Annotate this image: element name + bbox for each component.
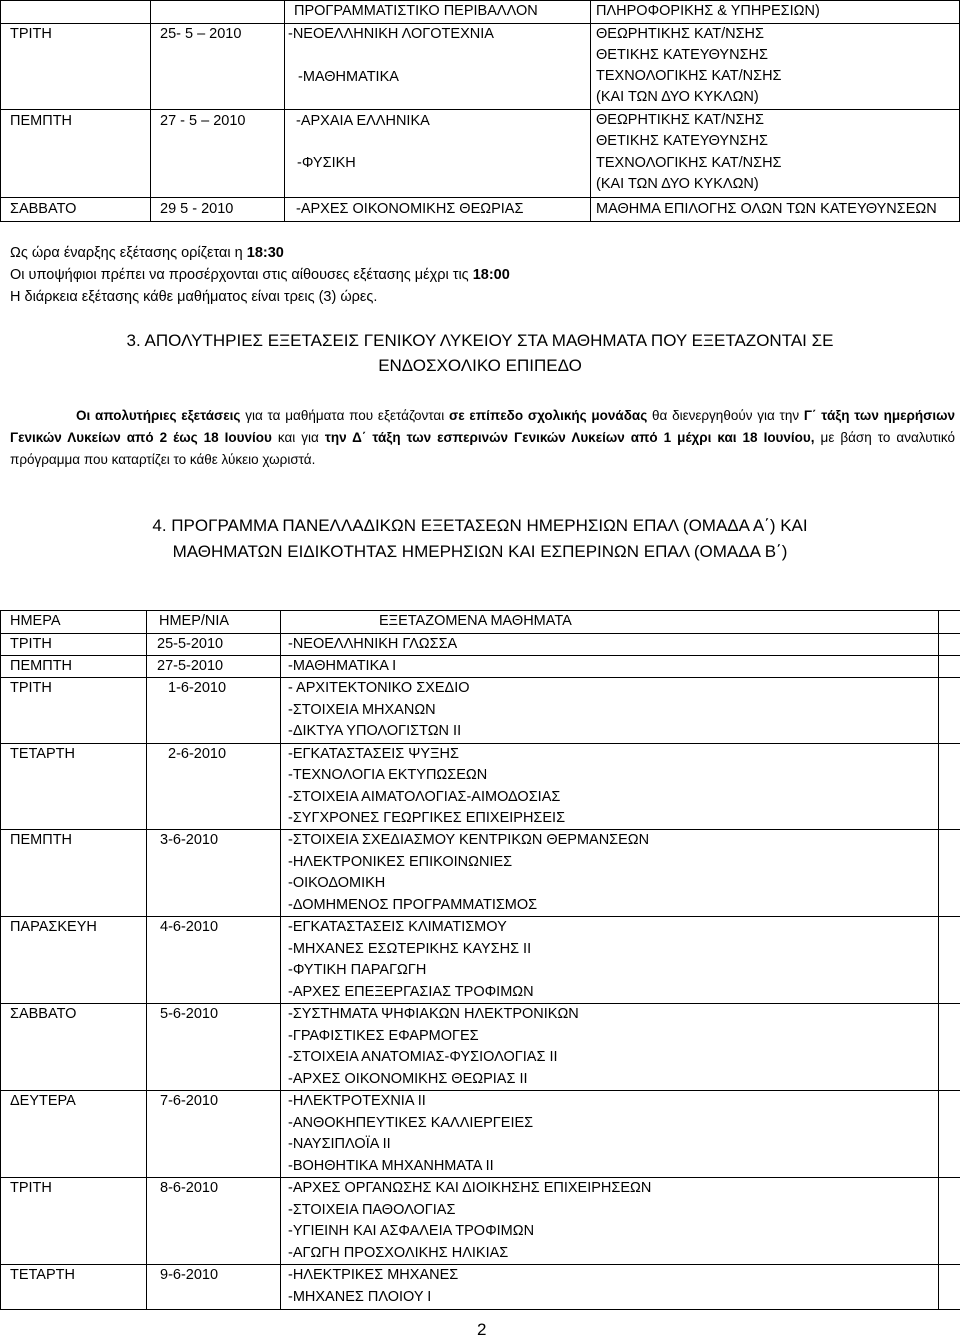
section-4-heading-cont: ΜΑΘΗΜΑΤΩΝ ΕΙΔΙΚΟΤΗΤΑΣ ΗΜΕΡΗΣΙΩΝ ΚΑΙ ΕΣΠΕΡΙΝΩΝ ΕΠΑΛ (ΟΜΑΔΑ Β΄) xyxy=(172,542,788,561)
direction-cell: ΤΕΧΝΟΛΟΓΙΚΗΣ ΚΑΤ/ΝΣΗΣ xyxy=(596,68,782,84)
table-rule xyxy=(0,677,960,678)
subject-cell: -ΜΑΘΗΜΑΤΙΚΑ Ι xyxy=(288,658,397,674)
subject-cell: -ΦΥΣΙΚΗ xyxy=(297,155,356,171)
day-cell: ΤΕΤΑΡΤΗ xyxy=(10,1267,75,1283)
direction-cell: ΘΕΩΡΗΤΙΚΗΣ ΚΑΤ/ΝΣΗΣ xyxy=(596,26,764,42)
date-cell: 3-6-2010 xyxy=(160,832,219,848)
table-rule xyxy=(0,633,960,634)
duration-note: Η διάρκεια εξέτασης κάθε μαθήματος είναι τρεις (3) ώρες. xyxy=(10,289,378,305)
date-cell: 5-6-2010 xyxy=(160,1006,219,1022)
subject-cell: -ΜΗΧΑΝΕΣ ΕΣΩΤΕΡΙΚΗΣ ΚΑΥΣΗΣ ΙΙ xyxy=(288,941,532,957)
table-rule xyxy=(938,610,939,1310)
subject-cell: -ΣΤΟΙΧΕΙΑ ΠΑΘΟΛΟΓΙΑΣ xyxy=(288,1202,456,1218)
date-cell: 1-6-2010 xyxy=(168,680,227,696)
direction-cell: ΘΕΩΡΗΤΙΚΗΣ ΚΑΤ/ΝΣΗΣ xyxy=(596,112,764,128)
table-rule xyxy=(0,610,1,1310)
subject-cell: -ΑΡΧΕΣ ΟΡΓΑΝΩΣΗΣ ΚΑΙ ΔΙΟΙΚΗΣΗΣ ΕΠΙΧΕΙΡΗΣΕΩΝ xyxy=(288,1180,652,1196)
date-cell: 2-6-2010 xyxy=(168,746,227,762)
date-cell: 27-5-2010 xyxy=(157,658,224,674)
header-date: ΗΜΕΡ/ΝΙΑ xyxy=(159,613,230,629)
subject-cell: -ΥΓΙΕΙΝΗ ΚΑΙ ΑΣΦΑΛΕΙΑ ΤΡΟΦΙΜΩΝ xyxy=(288,1223,535,1239)
subject-cell: -ΒΟΗΘΗΤΙΚΑ ΜΗΧΑΝΗΜΑΤΑ ΙΙ xyxy=(288,1158,494,1174)
table-rule xyxy=(0,655,960,656)
day-cell: ΠΕΜΠΤΗ xyxy=(10,832,73,848)
date-cell: 7-6-2010 xyxy=(160,1093,219,1109)
section-3-heading: 3. ΑΠΟΛΥΤΗΡΙΕΣ ΕΞΕΤΑΣΕΙΣ ΓΕΝΙΚΟΥ ΛΥΚΕΙΟΥ ΣΤΑ ΜΑΘΗΜΑΤΑ ΠΟΥ ΕΞΕΤΑΖΟΝΤΑΙ ΣΕ xyxy=(126,331,834,350)
subject-cell: -ΗΛΕΚΤΡΟΝΙΚΕΣ ΕΠΙΚΟΙΝΩΝΙΕΣ xyxy=(288,854,513,870)
para-text: για τα μαθήματα που εξετάζονται xyxy=(240,408,449,423)
direction-cell: ΘΕΤΙΚΗΣ ΚΑΤΕΥΘΥΝΣΗΣ xyxy=(596,133,768,149)
day-cell: ΤΡΙΤΗ xyxy=(10,26,52,42)
para-text: με βάση το αναλυτικό πρόγραμμα που καταρτίζει το κάθε λύκειο χωριστά. xyxy=(10,430,955,467)
subject-cell: -ΦΥΤΙΚΗ ΠΑΡΑΓΩΓΗ xyxy=(288,962,427,978)
subject-cell: -ΤΕΧΝΟΛΟΓΙΑ ΕΚΤΥΠΩΣΕΩΝ xyxy=(288,767,488,783)
header-subjects: ΕΞΕΤΑΖΟΜΕΝΑ ΜΑΘΗΜΑΤΑ xyxy=(379,613,572,629)
arrival-time: 18:00 xyxy=(472,267,510,283)
page-number: 2 xyxy=(477,1320,487,1339)
day-cell: ΠΕΜΠΤΗ xyxy=(10,113,73,129)
day-cell: ΤΡΙΤΗ xyxy=(10,680,52,696)
subject-cell: -ΑΡΧΕΣ ΟΙΚΟΝΟΜΙΚΗΣ ΘΕΩΡΙΑΣ ΙΙ xyxy=(288,1071,528,1087)
subject-cell: -ΣΤΟΙΧΕΙΑ ΣΧΕΔΙΑΣΜΟΥ ΚΕΝΤΡΙΚΩΝ ΘΕΡΜΑΝΣΕΩΝ xyxy=(288,832,650,848)
direction-cell: (ΚΑΙ ΤΩΝ ΔΥΟ ΚΥΚΛΩΝ) xyxy=(596,176,759,192)
table-rule xyxy=(146,610,147,1310)
day-cell: ΔΕΥΤΕΡΑ xyxy=(10,1093,76,1109)
subject-cell: -ΗΛΕΚΤΡΟΤΕΧΝΙΑ ΙΙ xyxy=(288,1093,426,1109)
subject-cell: -ΔΙΚΤΥΑ ΥΠΟΛΟΓΙΣΤΩΝ ΙΙ xyxy=(288,723,462,739)
day-cell: ΠΑΡΑΣΚΕΥΗ xyxy=(10,919,97,935)
note-text: Οι υποψήφιοι πρέπει να προσέρχονται στις αίθουσες εξέτασης μέχρι τις xyxy=(10,267,469,283)
date-cell: 8-6-2010 xyxy=(160,1180,219,1196)
subject-cell: -ΝΕΟΕΛΛΗΝΙΚΗ ΛΟΓΟΤΕΧΝΙΑ xyxy=(288,26,494,42)
table-rule xyxy=(280,610,281,1310)
subject-cell: -ΔΟΜΗΜΕΝΟΣ ΠΡΟΓΡΑΜΜΑΤΙΣΜΟΣ xyxy=(288,897,538,913)
date-cell: 25-5-2010 xyxy=(157,636,224,652)
day-cell: ΤΡΙΤΗ xyxy=(10,636,52,652)
day-cell: ΤΕΤΑΡΤΗ xyxy=(10,746,75,762)
direction-cell: ΜΑΘΗΜΑ ΕΠΙΛΟΓΗΣ ΟΛΩΝ ΤΩΝ ΚΑΤΕΥΘΥΝΣΕΩΝ xyxy=(596,201,937,217)
subject-cell: - ΑΡΧΙΤΕΚΤΟΝΙΚΟ ΣΧΕΔΙΟ xyxy=(288,680,470,696)
subject-cell: -ΕΓΚΑΤΑΣΤΑΣΕΙΣ ΚΛΙΜΑΤΙΣΜΟΥ xyxy=(288,919,507,935)
direction-cell: ΘΕΤΙΚΗΣ ΚΑΤΕΥΘΥΝΣΗΣ xyxy=(596,47,768,63)
table-rule xyxy=(0,1309,960,1310)
subject-cell: -ΑΡΧΑΙΑ ΕΛΛΗΝΙΚΑ xyxy=(296,113,430,129)
subject-cell: -ΕΓΚΑΤΑΣΤΑΣΕΙΣ ΨΥΞΗΣ xyxy=(288,746,459,762)
day-cell: ΠΕΜΠΤΗ xyxy=(10,658,73,674)
subject-cell: -ΣΤΟΙΧΕΙΑ ΜΗΧΑΝΩΝ xyxy=(288,702,436,718)
subject-cell: -ΣΤΟΙΧΕΙΑ ΑΙΜΑΤΟΛΟΓΙΑΣ-ΑΙΜΟΔΟΣΙΑΣ xyxy=(288,789,561,805)
start-time: 18:30 xyxy=(246,245,284,261)
section-4-heading: 4. ΠΡΟΓΡΑΜΜΑ ΠΑΝΕΛΛΑΔΙΚΩΝ ΕΞΕΤΑΣΕΩΝ ΗΜΕΡΗΣΙΩΝ ΕΠΑΛ (ΟΜΑΔΑ Α΄) ΚΑΙ xyxy=(152,516,808,535)
note-text: Ως ώρα έναρξης εξέτασης ορίζεται η xyxy=(10,245,243,261)
para-bold: Οι απολυτήριες εξετάσεις xyxy=(76,408,241,423)
subject-cell: -ΜΑΘΗΜΑΤΙΚΑ xyxy=(298,69,399,85)
subject-cell: -ΝΕΟΕΛΛΗΝΙΚΗ ΓΛΩΣΣΑ xyxy=(288,636,458,652)
subject-cell: -ΝΑΥΣΙΠΛΟΪΑ ΙΙ xyxy=(288,1136,391,1152)
day-cell: ΣΑΒΒΑΤΟ xyxy=(10,1006,77,1022)
day-cell: ΤΡΙΤΗ xyxy=(10,1180,52,1196)
date-cell: 27 - 5 – 2010 xyxy=(160,113,246,129)
para-bold: Γ΄ τάξη των ημερήσιων Γενικών Λυκείων από 2 έως 18 Ιουνίου xyxy=(10,408,956,445)
subject-cell: -ΗΛΕΚΤΡΙΚΕΣ ΜΗΧΑΝΕΣ xyxy=(288,1267,459,1283)
para-text: και για xyxy=(271,430,325,445)
subject-cell: -ΑΡΧΕΣ ΕΠΕΞΕΡΓΑΣΙΑΣ ΤΡΟΦΙΜΩΝ xyxy=(288,984,534,1000)
direction-cell: ΤΕΧΝΟΛΟΓΙΚΗΣ ΚΑΤ/ΝΣΗΣ xyxy=(596,155,782,171)
subject-cell: -ΣΥΣΤΗΜΑΤΑ ΨΗΦΙΑΚΩΝ ΗΛΕΚΤΡΟΝΙΚΩΝ xyxy=(288,1006,579,1022)
date-cell: 25- 5 – 2010 xyxy=(160,26,242,42)
day-cell: ΣΑΒΒΑΤΟ xyxy=(10,201,77,217)
subject-cell: -ΟΙΚΟΔΟΜΙΚΗ xyxy=(288,875,386,891)
subject-cell: -ΑΡΧΕΣ ΟΙΚΟΝΟΜΙΚΗΣ ΘΕΩΡΙΑΣ xyxy=(296,201,524,217)
direction-cell: (ΚΑΙ ΤΩΝ ΔΥΟ ΚΥΚΛΩΝ) xyxy=(596,89,759,105)
subject-cell: -ΜΗΧΑΝΕΣ ΠΛΟΙΟΥ Ι xyxy=(288,1289,432,1305)
para-bold: την Δ΄ τάξη των εσπερινών Γενικών Λυκείων από 1 μέχρι και 18 Ιουνίου, xyxy=(324,430,815,445)
header-day: ΗΜΕΡΑ xyxy=(10,613,61,629)
date-cell: 4-6-2010 xyxy=(160,919,219,935)
table-cell: ΠΛΗΡΟΦΟΡΙΚΗΣ & ΥΠΗΡΕΣΙΩΝ) xyxy=(596,3,820,19)
subject-cell: -ΑΓΩΓΗ ΠΡΟΣΧΟΛΙΚΗΣ ΗΛΙΚΙΑΣ xyxy=(288,1245,509,1261)
subject-cell: -ΑΝΘΟΚΗΠΕΥΤΙΚΕΣ ΚΑΛΛΙΕΡΓΕΙΕΣ xyxy=(288,1115,534,1131)
para-bold: σε επίπεδο σχολικής μονάδας xyxy=(448,408,648,423)
date-cell: 9-6-2010 xyxy=(160,1267,219,1283)
para-text: θα διενεργηθούν για την xyxy=(647,408,804,423)
subject-cell: -ΣΥΓΧΡΟΝΕΣ ΓΕΩΡΓΙΚΕΣ ΕΠΙΧΕΙΡΗΣΕΙΣ xyxy=(288,810,566,826)
date-cell: 29 5 - 2010 xyxy=(160,201,234,217)
table-cell: ΠΡΟΓΡΑΜΜΑΤΙΣΤΙΚΟ ΠΕΡΙΒΑΛΛΟΝ xyxy=(294,3,538,19)
subject-cell: -ΓΡΑΦΙΣΤΙΚΕΣ ΕΦΑΡΜΟΓΕΣ xyxy=(288,1028,479,1044)
section-3-heading-cont: ΕΝΔΟΣΧΟΛΙΚΟ ΕΠΙΠΕΔΟ xyxy=(378,356,582,375)
subject-cell: -ΣΤΟΙΧΕΙΑ ΑΝΑΤΟΜΙΑΣ-ΦΥΣΙΟΛΟΓΙΑΣ ΙΙ xyxy=(288,1049,558,1065)
table-rule xyxy=(0,743,960,744)
